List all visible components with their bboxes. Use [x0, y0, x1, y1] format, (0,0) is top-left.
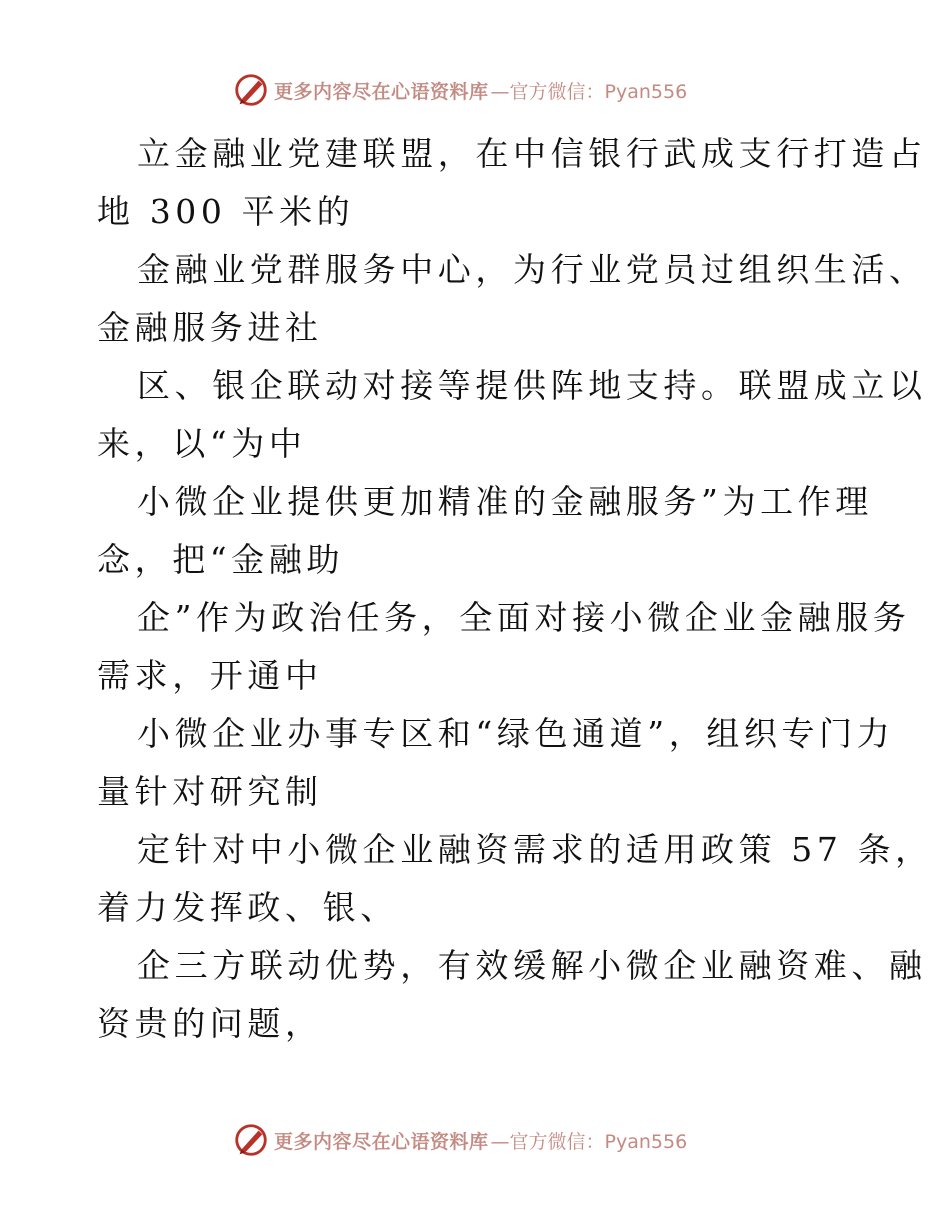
- text-line: 金融服务进社: [97, 308, 323, 347]
- text-line: 地 300 平米的: [97, 192, 355, 231]
- text-line: 需求，开通中: [97, 656, 323, 695]
- text-line: 着力发挥政、银、: [97, 888, 398, 927]
- text-line: 区、银企联动对接等提供阵地支持。联盟成立以: [137, 366, 927, 405]
- text-line: 资贵的问题，: [97, 1004, 323, 1043]
- text-line: 企”作为政治任务，全面对接小微企业金融服务: [137, 598, 911, 637]
- watermark-sub-text: —官方微信：Pyan556: [490, 80, 688, 103]
- pen-logo-icon: [232, 1121, 270, 1159]
- text-line: 立金融业党建联盟，在中信银行武成支行打造占: [137, 134, 927, 173]
- watermark-sub-text: —官方微信：Pyan556: [490, 1130, 688, 1153]
- header-watermark: [232, 70, 687, 110]
- text-line: 企三方联动优势，有效缓解小微企业融资难、融: [137, 946, 927, 985]
- text-line: 小微企业办事专区和“绿色通道”，组织专门力: [137, 714, 895, 753]
- text-line: 小微企业提供更加精准的金融服务”为工作理: [137, 482, 873, 521]
- pen-logo-icon: [232, 71, 270, 109]
- watermark-main-text: 更多内容尽在心语资料库: [274, 1130, 489, 1153]
- text-line: 金融业党群服务中心，为行业党员过组织生活、: [137, 250, 927, 289]
- text-line: 量针对研究制: [97, 772, 323, 811]
- document-body: [97, 125, 933, 1053]
- text-line: 念，把“金融助: [97, 540, 345, 579]
- text-line: 来，以“为中: [97, 424, 307, 463]
- footer-watermark: [232, 1120, 687, 1160]
- watermark-main-text: 更多内容尽在心语资料库: [274, 80, 489, 103]
- text-line: 定针对中小微企业融资需求的适用政策 57 条，: [137, 830, 933, 869]
